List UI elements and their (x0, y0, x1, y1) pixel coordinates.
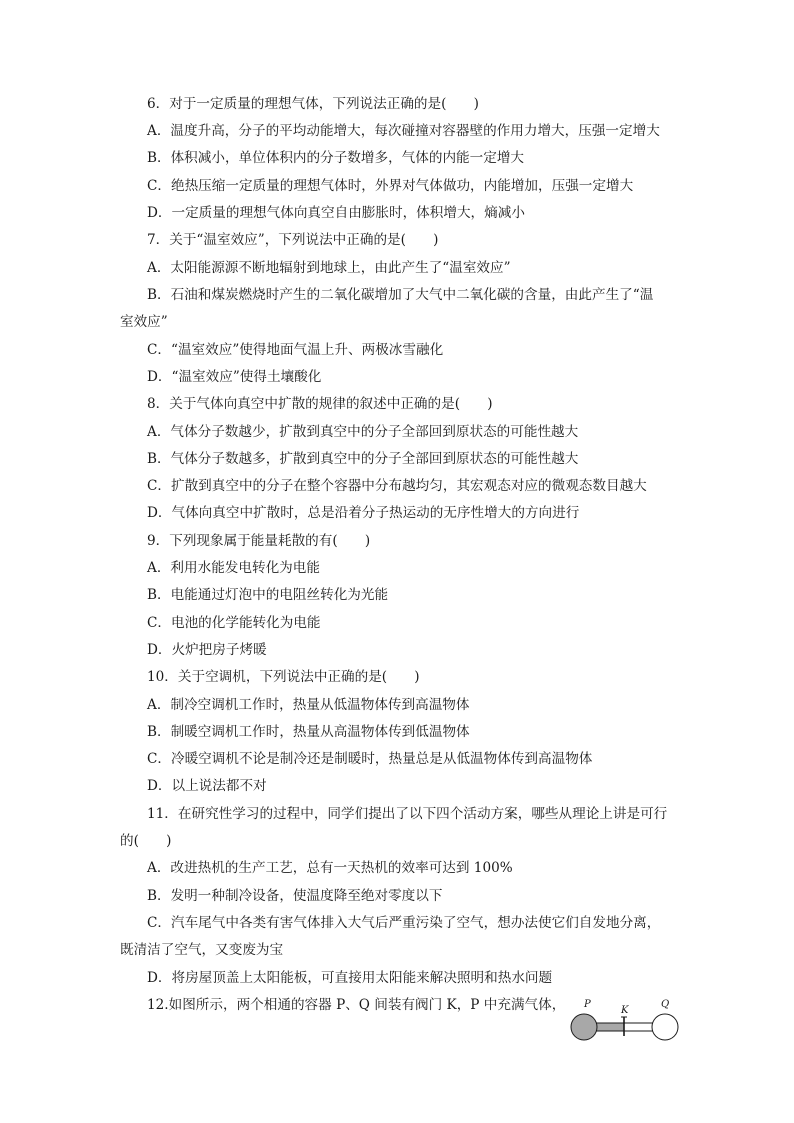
question-7-option-b-cont: 室效应” (120, 314, 168, 330)
question-11-option-a: A．改进热机的生产工艺，总有一天热机的效率可达到 100% (147, 860, 513, 876)
question-7-option-b: B．石油和煤炭燃烧时产生的二氧化碳增加了大气中二氧化碳的含量，由此产生了“温 (147, 287, 654, 303)
question-8-stem: 8．关于气体向真空中扩散的规律的叙述中正确的是( ) (147, 396, 493, 412)
question-7-stem: 7．关于“温室效应”，下列说法中正确的是( ) (147, 232, 439, 248)
question-11-stem: 11．在研究性学习的过程中，同学们提出了以下四个活动方案，哪些从理论上讲是可行 (147, 806, 668, 822)
label-p: P (584, 999, 591, 1010)
label-k: K (621, 1005, 629, 1016)
question-6-option-a: A．温度升高，分子的平均动能增大，每次碰撞对容器壁的作用力增大，压强一定增大 (147, 123, 660, 139)
question-11-option-d: D．将房屋顶盖上太阳能板，可直接用太阳能来解决照明和热水问题 (147, 970, 553, 986)
question-7-option-d: D．“温室效应”使得土壤酸化 (147, 369, 322, 385)
question-11-stem-cont: 的( ) (120, 833, 172, 849)
question-8-option-b: B．气体分子数越多，扩散到真空中的分子全部回到原状态的可能性越大 (147, 451, 579, 467)
question-11-option-c: C．汽车尾气中各类有害气体排入大气后严重污染了空气，想办法使它们自发地分离， (147, 915, 661, 931)
question-12-stem: 12.如图所示，两个相通的容器 P、Q 间装有阀门 K，P 中充满气体， (147, 997, 566, 1013)
question-6-stem: 6．对于一定质量的理想气体，下列说法正确的是( ) (147, 96, 479, 112)
question-9-option-a: A．利用水能发电转化为电能 (147, 560, 320, 576)
question-6-option-b: B．体积减小，单位体积内的分子数增多，气体的内能一定增大 (147, 150, 525, 166)
question-6-option-d: D．一定质量的理想气体向真空自由膨胀时，体积增大，熵减小 (147, 205, 525, 221)
question-8-option-c: C．扩散到真空中的分子在整个容器中分布越均匀，其宏观态对应的微观态数目越大 (147, 478, 647, 494)
question-9-stem: 9．下列现象属于能量耗散的有( ) (147, 533, 371, 549)
question-10-option-c: C．冷暖空调机不论是制冷还是制暖时，热量总是从低温物体传到高温物体 (147, 751, 593, 767)
container-p (571, 1014, 597, 1040)
question-7-option-c: C．“温室效应”使得地面气温上升、两极冰雪融化 (147, 342, 444, 358)
question-8-option-a: A．气体分子数越少，扩散到真空中的分子全部回到原状态的可能性越大 (147, 424, 579, 440)
question-11-option-c-cont: 既清洁了空气，又变废为宝 (120, 942, 284, 958)
question-7-option-a: A．太阳能源源不断地辐射到地球上，由此产生了“温室效应” (147, 260, 511, 276)
question-10-option-b: B．制暖空调机工作时，热量从高温物体传到低温物体 (147, 724, 470, 740)
question-9-option-c: C．电池的化学能转化为电能 (147, 615, 321, 631)
question-10-option-d: D．以上说法都不对 (147, 778, 267, 794)
container-valve-figure (566, 998, 684, 1044)
question-10-option-a: A．制冷空调机工作时，热量从低温物体传到高温物体 (147, 697, 470, 713)
question-6-option-c: C．绝热压缩一定质量的理想气体时，外界对气体做功，内能增加，压强一定增大 (147, 178, 634, 194)
question-9-option-b: B．电能通过灯泡中的电阻丝转化为光能 (147, 587, 389, 603)
question-11-option-b: B．发明一种制冷设备，使温度降至绝对零度以下 (147, 888, 443, 904)
container-q (652, 1014, 678, 1040)
question-9-option-d: D．火炉把房子烤暖 (147, 642, 267, 658)
label-q: Q (661, 999, 670, 1010)
question-10-stem: 10．关于空调机，下列说法中正确的是( ) (147, 669, 420, 685)
question-8-option-d: D．气体向真空中扩散时，总是沿着分子热运动的无序性增大的方向进行 (147, 505, 580, 521)
